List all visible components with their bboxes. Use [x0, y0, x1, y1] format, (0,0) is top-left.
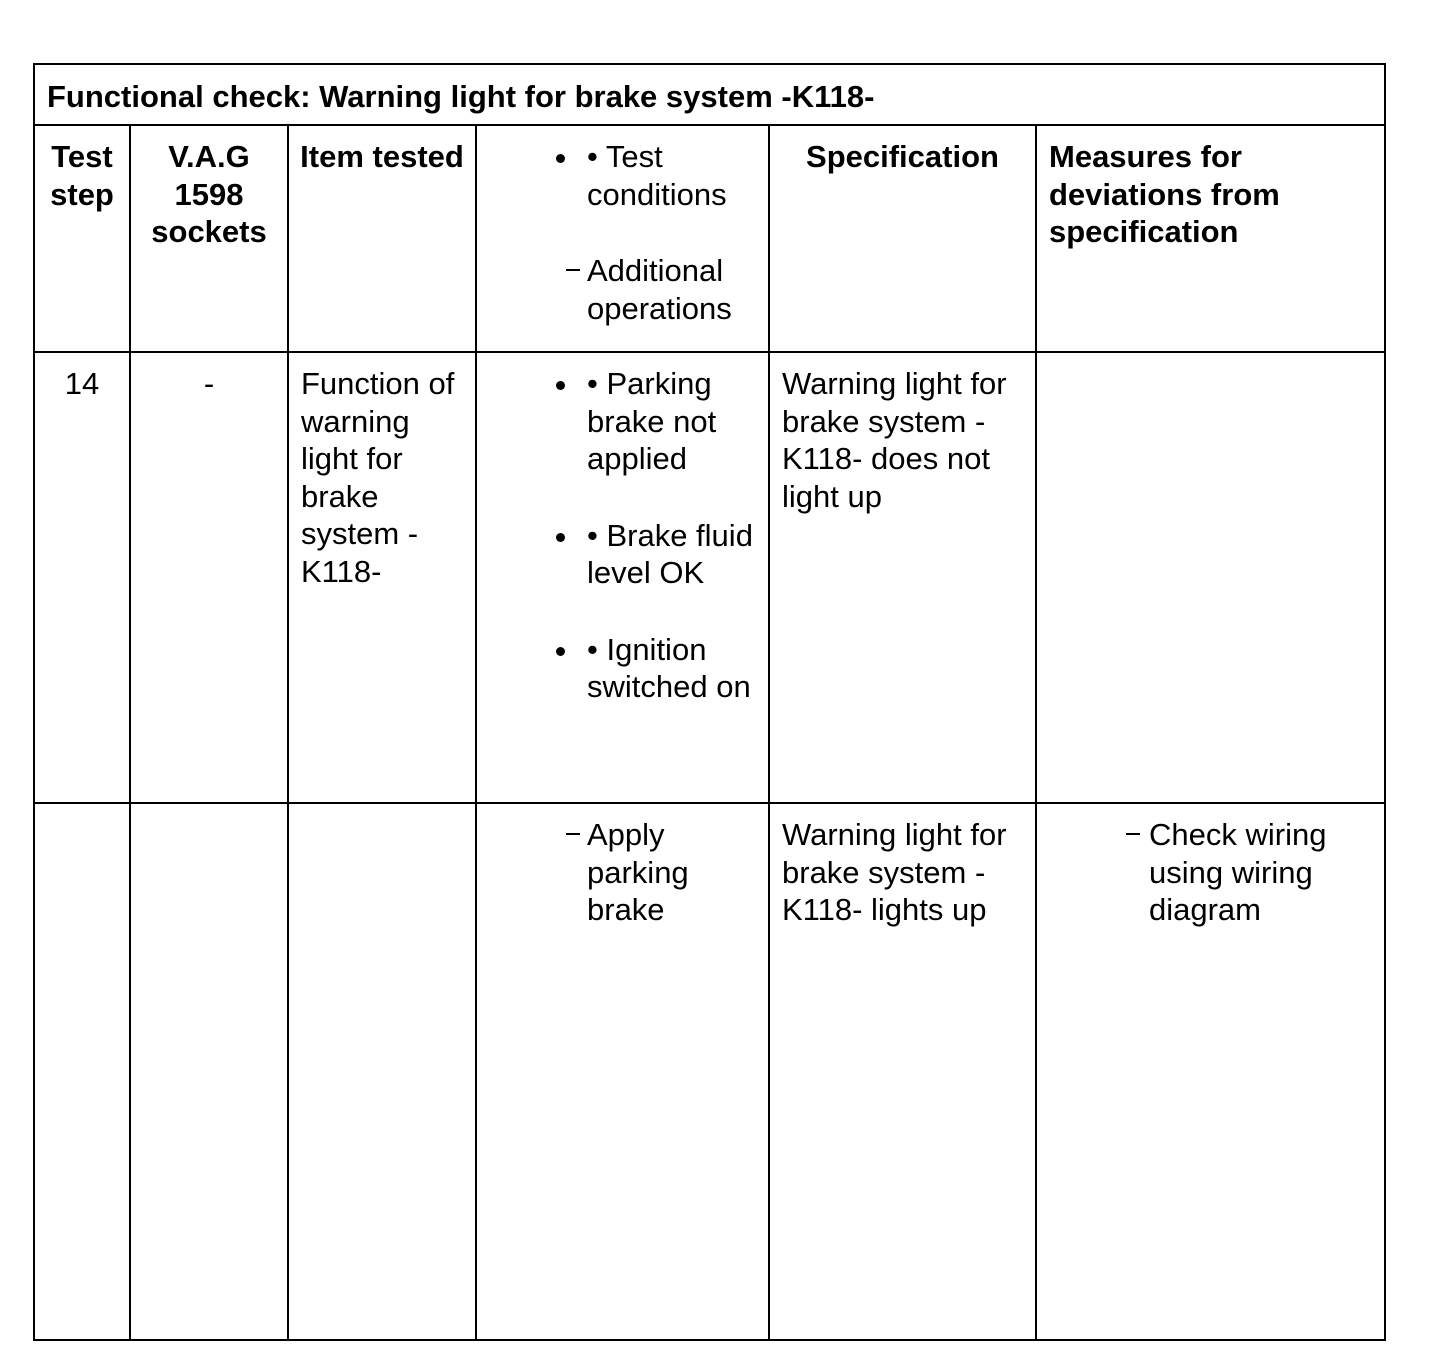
header-item-tested: Item tested [288, 125, 476, 352]
bullet-icon [556, 647, 565, 656]
list-item [477, 517, 768, 592]
header-test-step: Test step [34, 125, 130, 352]
condition-text: • Parking brake not applied [587, 366, 717, 476]
measures-cell [1036, 803, 1385, 1340]
header-additional-operations: Additional operations [587, 253, 732, 326]
bullet-icon [556, 533, 565, 542]
measure-text: Check wiring using wiring diagram [1149, 817, 1327, 927]
header-conditions [476, 125, 769, 352]
dash-icon [566, 833, 580, 835]
test-step-cell: 14 [34, 352, 130, 803]
condition-text: • Ignition switched on [587, 631, 751, 704]
condition-text: • Brake fluid level OK [587, 517, 753, 590]
specification-cell: Warning light for brake system -K118- does not light up [769, 352, 1036, 803]
operations-cell [476, 803, 769, 1340]
conditions-cell [476, 352, 769, 803]
dash-icon [566, 269, 580, 271]
table-row [34, 803, 1385, 1340]
list-item [477, 252, 768, 327]
test-step-cell [34, 803, 130, 1340]
header-row [34, 125, 1385, 352]
list-item [477, 816, 768, 929]
operation-text: Apply parking brake [587, 817, 689, 927]
dash-icon [1126, 833, 1140, 835]
sockets-cell [130, 803, 288, 1340]
list-item [477, 365, 768, 478]
bullet-icon [556, 381, 565, 390]
header-test-conditions: • Test conditions [587, 139, 727, 212]
sockets-cell: - [130, 352, 288, 803]
header-specification: Specification [769, 125, 1036, 352]
item-tested-cell: Function of warning light for brake system -K118- [288, 352, 476, 803]
measures-cell [1036, 352, 1385, 803]
list-item [477, 631, 768, 706]
table-title: Functional check: Warning light for brake system -K118- [34, 64, 1385, 125]
list-item [477, 138, 768, 213]
item-tested-cell [288, 803, 476, 1340]
bullet-icon [556, 154, 565, 163]
table-row [34, 352, 1385, 803]
header-measures: Measures for deviations from specification [1036, 125, 1385, 352]
specification-cell: Warning light for brake system -K118- lights up [769, 803, 1036, 1340]
functional-check-table [33, 63, 1386, 1341]
header-sockets: V.A.G 1598 sockets [130, 125, 288, 352]
